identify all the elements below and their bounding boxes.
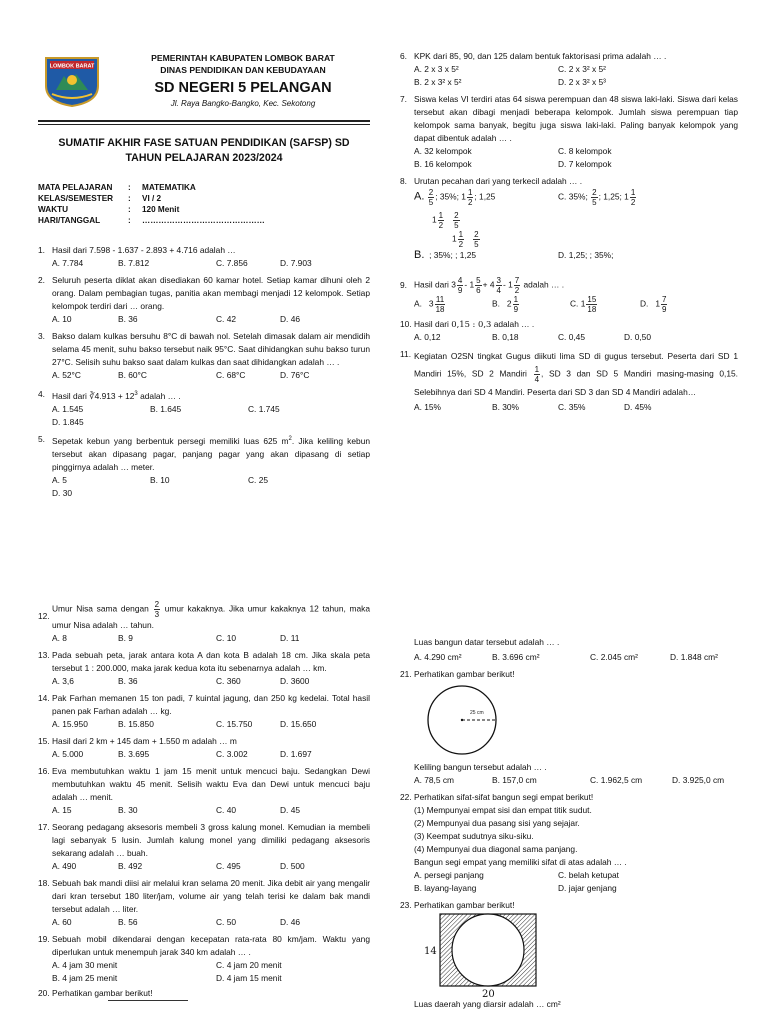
question-11: 11. Kegiatan O2SN tingkat Gugus diikuti lima SD di gugus tersebut. Peserta dari SD 1 Mandiri 15%, SD 2 Mandiri $\frac{1}{4}$ , SD 3 dan SD 5 Mandiri masing-masing 0,15. Selebihnya dari SD 4 Mandiri. Peserta dari SD 3 dan SD 4 Mandiri adalah… A. 15% B. 30% C. 35% D. 45% xyxy=(400,349,739,412)
svg-text:25 cm: 25 cm xyxy=(470,710,484,716)
left-column xyxy=(38,48,370,500)
question-8: 8. Urutan pecahan dari yang terkecil adalah … . A. $\frac{2}{5}$ ; 35%; 1 $\frac{1}{2}$ ; 1,25 C. 35%; $\frac{2}{5}$ ; 1,25; 1 $\frac{1}{2}$ 1 $\frac{1}{2}$ $\frac{2}{5}$ 1 $\frac{1}{2}$ $\frac{2}{5}$ B. ; 35%; ; 1,25 D. 1,25; ; 35%; xyxy=(400,176,636,261)
question-10: 10. Hasil dari 0,15 : 0,3 adalah … . A. 0,12 B. 0,18 C. 0,45 D. 0,50 xyxy=(400,319,652,342)
meta-row: KELAS/SEMESTER : VI / 2 xyxy=(38,194,162,203)
letterhead xyxy=(38,48,370,112)
question-13: 13. Pada sebuah peta, jarak antara kota A dan kota B adalah 18 cm. Jika skala peta tersebut 1 : 200.000, maka jarak kedua kota itu sebenarnya adalah … km. A. 3,6 B. 36 C. 360 D. 3600 xyxy=(38,650,370,686)
question-12: 12. Umur Nisa sama dengan $\frac{2}{3}$ umur kakaknya. Jika umur kakaknya 12 tahun, maka umur Nisa adalah … tahun. A. 8 B. 9 C. 10 D. 11 xyxy=(38,600,371,643)
meta-row: WAKTU : 120 Menit xyxy=(38,205,180,214)
meta-row: MATA PELAJARAN : MATEMATIKA xyxy=(38,183,196,192)
question-18: 18. Sebuah bak mandi diisi air melalui kran selama 20 menit. Jika debit air yang mengalir dari kran tersebut 180 liter/jam, volume air yang telah terisi ke dalam bak mandi tersebut adalah … liter. A. 60 B. 56 C. 50 D. 46 xyxy=(38,878,370,927)
letterhead-text xyxy=(118,52,368,110)
question-4: 4. Hasil dari ∛4.913 + $12^3$ adalah … . A. 1.545 B. 1.645 C. 1.745 D. 1.845 xyxy=(38,389,280,427)
school-address: Jl. Raya Bangko-Bangko, Kec. Sekotong xyxy=(170,99,316,108)
school-name: SD NEGERI 5 PELANGAN xyxy=(154,80,332,96)
left-column-bottom xyxy=(38,596,370,1005)
exam-meta xyxy=(38,182,370,226)
question-21: 21. Perhatikan gambar berikut! 25 cm Keliling bangun tersebut adalah … . A. 78,5 cm B. 157,0 cm C. 1.962,5 cm D. 3.925,0 cm xyxy=(400,669,725,785)
question-14: 14. Pak Farhan memanen 15 ton padi, 7 kuintal jagung, dan 250 kg kedelai. Total hasil panen pak Farhan adalah … kg. A. 15.950 B. 15.850 C. 15.750 D. 15.650 xyxy=(38,693,370,729)
exam-title: SUMATIF AKHIR FASE SATUAN PENDIDIKAN (SAFSP) SD TAHUN PELAJARAN 2023/2024 xyxy=(58,137,350,164)
svg-text:LOMBOK BARAT: LOMBOK BARAT xyxy=(49,63,95,70)
svg-text:20: 20 xyxy=(482,989,495,998)
question-17: 17. Seorang pedagang aksesoris membeli 3 gross kalung monel. Kemudian ia membeli lagi sebanyak 5 lusin. Jumlah kalung monel yang dimiliki pedagang aksesoris sekarang adalah … buah. A. 490 B. 492 C. 495 D. 500 xyxy=(38,822,370,871)
svg-text:14: 14 xyxy=(424,946,437,957)
question-1: 1. Hasil dari 7.598 - 1.637 - 2.893 + 4.716 adalah … A. 7.784 B. 7.812 C. 7.856 D. 7.903 xyxy=(38,245,312,268)
regency-logo xyxy=(42,52,102,108)
question-20: 20. Perhatikan gambar berikut! xyxy=(38,987,370,1005)
dept-name: DINAS PENDIDIKAN DAN KEBUDAYAAN xyxy=(160,65,326,75)
question-22: 22. Perhatikan sifat-sifat bangun segi empat berikut! (1) Mempunyai empat sisi dan empat titik sudut. (2) Mempunyai dua pasang sisi yang sejajar. (3) Keempat sudutnya siku-siku. (4) Mempunyai dua diagonal sama panjang. Bangun segi empat yang memiliki sifat di atas adalah … . A. persegi panjang C. belah ketupat B. layang-layang D. jajar genjang xyxy=(400,791,738,895)
header-rule xyxy=(38,120,370,122)
question-9: 9. Hasil dari 3 $\frac{4}{9}$ - 1 $\frac{5}{6}$ + 4 $\frac{3}{4}$ - 1 $\frac{7}{2}$ adalah … . A. 3 $\frac{11}{18}$ B. 2 $\frac{1}{9}$ C. 1 $\frac{15}{18}$ D. 1 $\frac{7}{9}$ xyxy=(400,276,667,314)
question-2: 2. Seluruh peserta diklat akan disediakan 60 kamar hotel. Setiap kamar dihuni oleh 2 orang. Dalam pembagian tugas, panitia akan membagi menjadi 12 kelompok. Setiap kelompok terdiri dari … orang. A. 10 B. 36 C. 42 D. 46 xyxy=(38,275,370,324)
header-rule-thin xyxy=(38,124,370,125)
question-5: 5. Sepetak kebun yang berbentuk persegi memiliki luas 625 $m^2$. Jika keliling kebun tersebut akan dipasang pagar, panjang pagar yang akan dipasang di setiap pinggirnya adalah … meter. A. 5 B. 10 C. 25 D. 30 xyxy=(38,433,371,498)
meta-row: HARI/TANGGAL : ……………………………………… xyxy=(38,216,265,225)
question-16: 16. Eva membutuhkan waktu 1 jam 15 menit untuk mencuci baju. Sedangkan Dewi membutuhkan waktu 45 menit. Selisih waktu Eva dan Dewi untuk mencuci baju adalah … menit. A. 15 B. 30 C. 40 D. 45 xyxy=(38,766,370,815)
q23-shaded-figure xyxy=(414,912,534,998)
right-column xyxy=(400,50,738,414)
q21-circle-figure xyxy=(414,681,514,761)
question-19: 19. Sebuah mobil dikendarai dengan kecepatan rata-rata 80 km/jam. Waktu yang diperlukan untuk menempuh jarak 340 km adalah … . A. 4 jam 30 menit C. 4 jam 20 menit B. 4 jam 25 menit D. 4 jam 15 menit xyxy=(38,934,370,983)
question-7: 7. Siswa kelas VI terdiri atas 64 siswa perempuan dan 48 siswa laki-laki. Siswa dari kelas tersebut akan dibagi menjadi beberapa kelompok. Jumlah siswa perempuan tiap kelompok sama banyak, begitu juga siswa laki-laki. Paling banyak kelompok yang dapat dibentuk adalah … . A. 32 kelompok C. 8 kelompok B. 16 kelompok D. 7 kelompok xyxy=(400,94,738,169)
question-23: 23. Perhatikan gambar berikut! 14 20 Luas daerah yang diarsir adalah … cm² xyxy=(400,900,561,1009)
gov-name: PEMERINTAH KABUPATEN LOMBOK BARAT xyxy=(151,53,335,63)
question-6: 6. KPK dari 85, 90, dan 125 dalam bentuk faktorisasi prima adalah … . A. 2 x 3 x 5² C. 2 x 3² x 5² B. 2 x 3² x 5² D. 2 x 3² x 5³ xyxy=(400,51,667,87)
right-column-bottom xyxy=(400,636,738,1011)
question-3: 3. Bakso dalam kulkas bersuhu 8°C di bawah nol. Setelah dimasak dalam air mendidih selama 45 menit, suhu bakso tersebut naik 95°C. Saat dihidangkan suhu bakso turun 27°C. Selisih suhu bakso saat dalam kulkas dan saat dihidangkan adalah … . A. 52°C B. 60°C C. 68°C D. 76°C xyxy=(38,331,370,380)
question-20-cont: Luas bangun datar tersebut adalah … . A. 4.290 cm² B. 3.696 cm² C. 2.045 cm² D. 1.848 cm² xyxy=(414,637,718,662)
q20-figure xyxy=(108,1000,188,1005)
question-15: 15. Hasil dari 2 km + 145 dam + 1.550 m adalah … m A. 5.000 B. 3.695 C. 3.002 D. 1.697 xyxy=(38,736,312,759)
property-list: (1) Mempunyai empat sisi dan empat titik sudut. (2) Mempunyai dua pasang sisi yang sejajar. (3) Keempat sudutnya siku-siku. (4) Mempunyai dua diagonal sama panjang. xyxy=(414,805,592,854)
